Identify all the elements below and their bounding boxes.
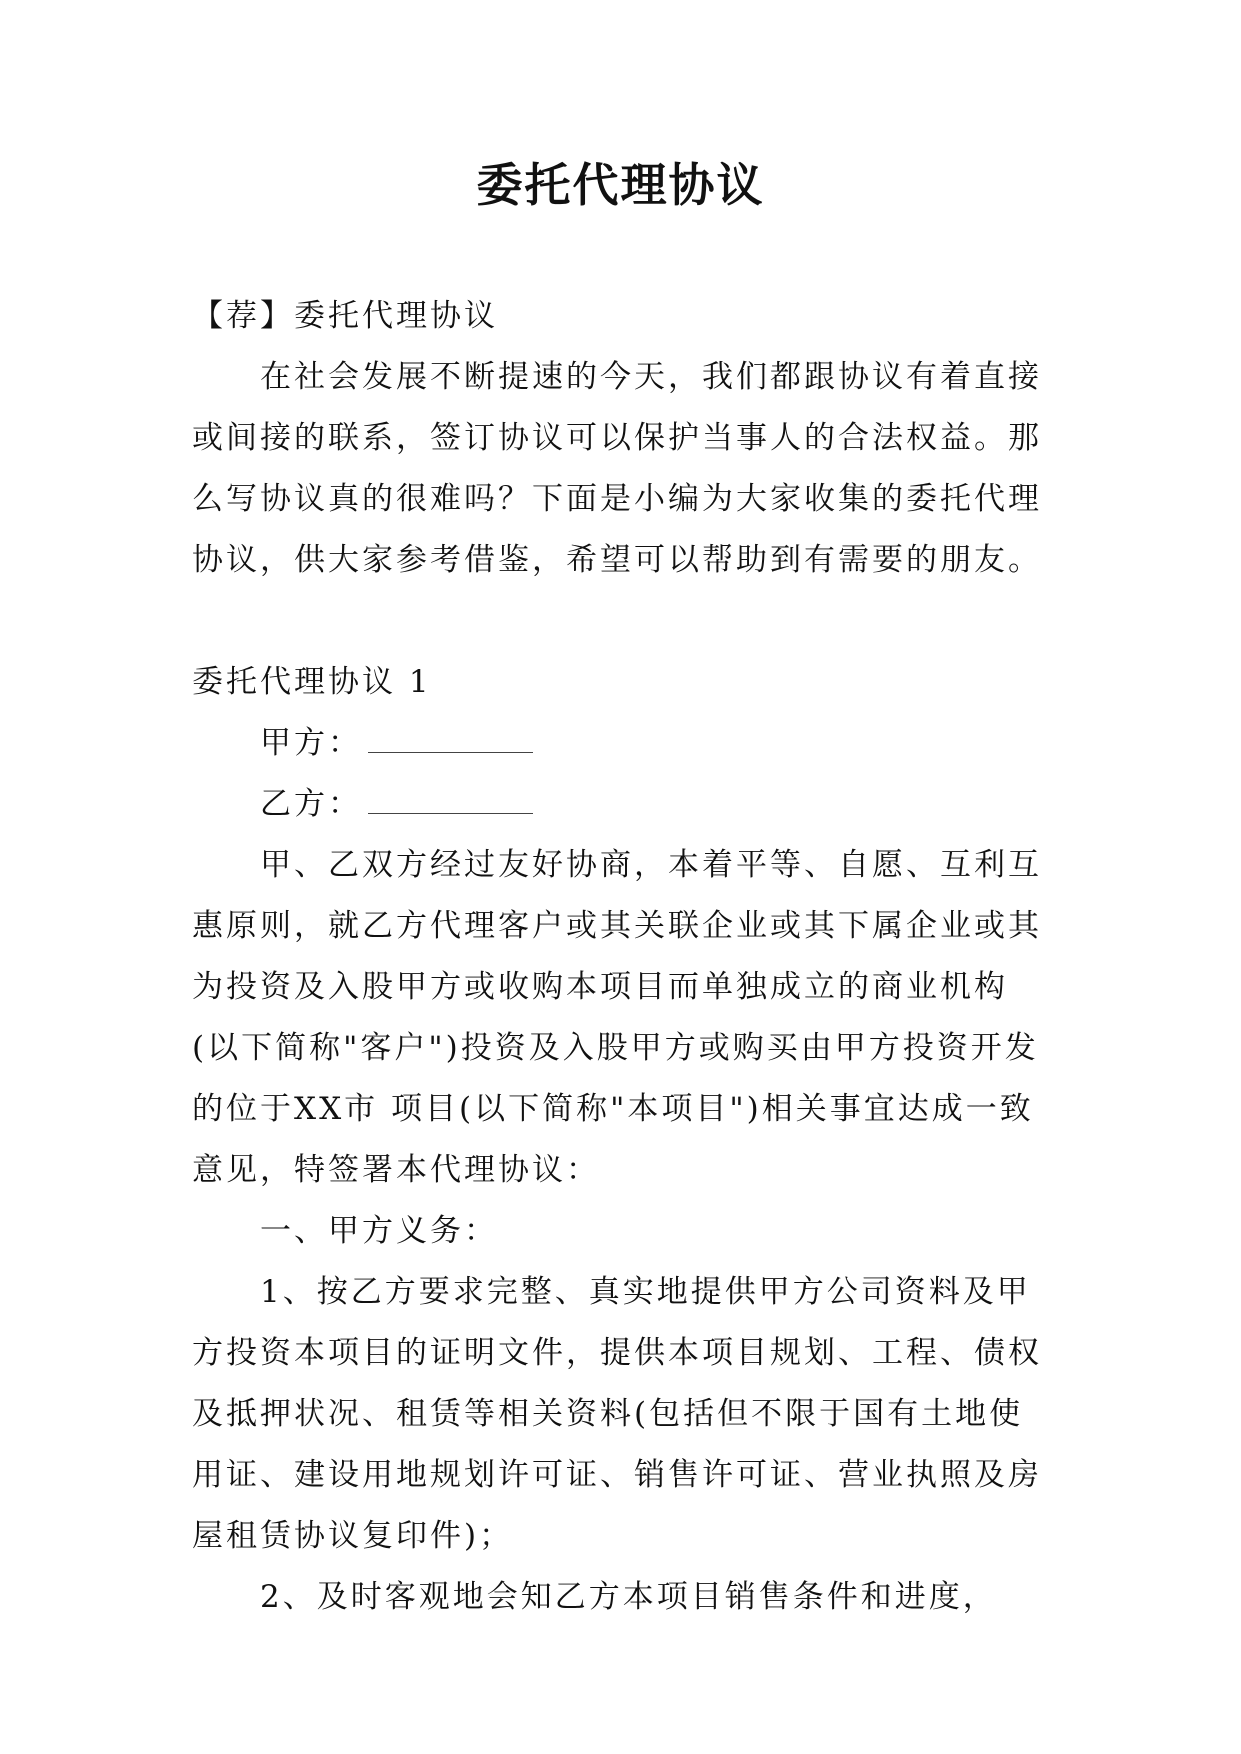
clause-2-paragraph: 2、及时客观地会知乙方本项目销售条件和进度， — [260, 1579, 997, 1615]
section-spacer — [192, 591, 1050, 652]
section-heading: 委托代理协议 1 — [192, 664, 432, 700]
intro-heading: 【荐】委托代理协议 — [192, 298, 498, 334]
document-body — [192, 286, 1050, 1628]
preamble-paragraph: 甲、乙双方经过友好协商，本着平等、自愿、互利互惠原则，就乙方代理客户或其关联企业或其下属企业或其为投资及入股甲方或收购本项目而单独成立的商业机构(以下简称"客户")投资及入股甲方或购买由甲方投资开发的位于XX市 项目(以下简称"本项目")相关事宜达成一致意见，特签署本代理协议： — [192, 847, 1042, 1188]
document-title: 委托代理协议 — [476, 158, 765, 212]
party-a-label: 甲方： — [260, 725, 362, 761]
party-a-blank — [368, 730, 533, 753]
party-a-line — [192, 713, 1050, 774]
intro-paragraph: 在社会发展不断提速的今天，我们都跟协议有着直接或间接的联系，签订协议可以保护当事人的合法权益。那么写协议真的很难吗？下面是小编为大家收集的委托代理协议，供大家参考借鉴，希望可以帮助到有需要的朋友。 — [192, 359, 1042, 578]
clause-one-heading: 一、甲方义务： — [260, 1213, 498, 1249]
party-b-blank — [368, 791, 533, 814]
party-b-label: 乙方： — [260, 786, 362, 822]
clause-1-paragraph: 1、按乙方要求完整、真实地提供甲方公司资料及甲方投资本项目的证明文件，提供本项目规划、工程、债权及抵押状况、租赁等相关资料(包括但不限于国有土地使用证、建设用地规划许可证、销售许可证、营业执照及房屋租赁协议复印件)； — [192, 1274, 1042, 1554]
party-b-line — [192, 774, 1050, 835]
